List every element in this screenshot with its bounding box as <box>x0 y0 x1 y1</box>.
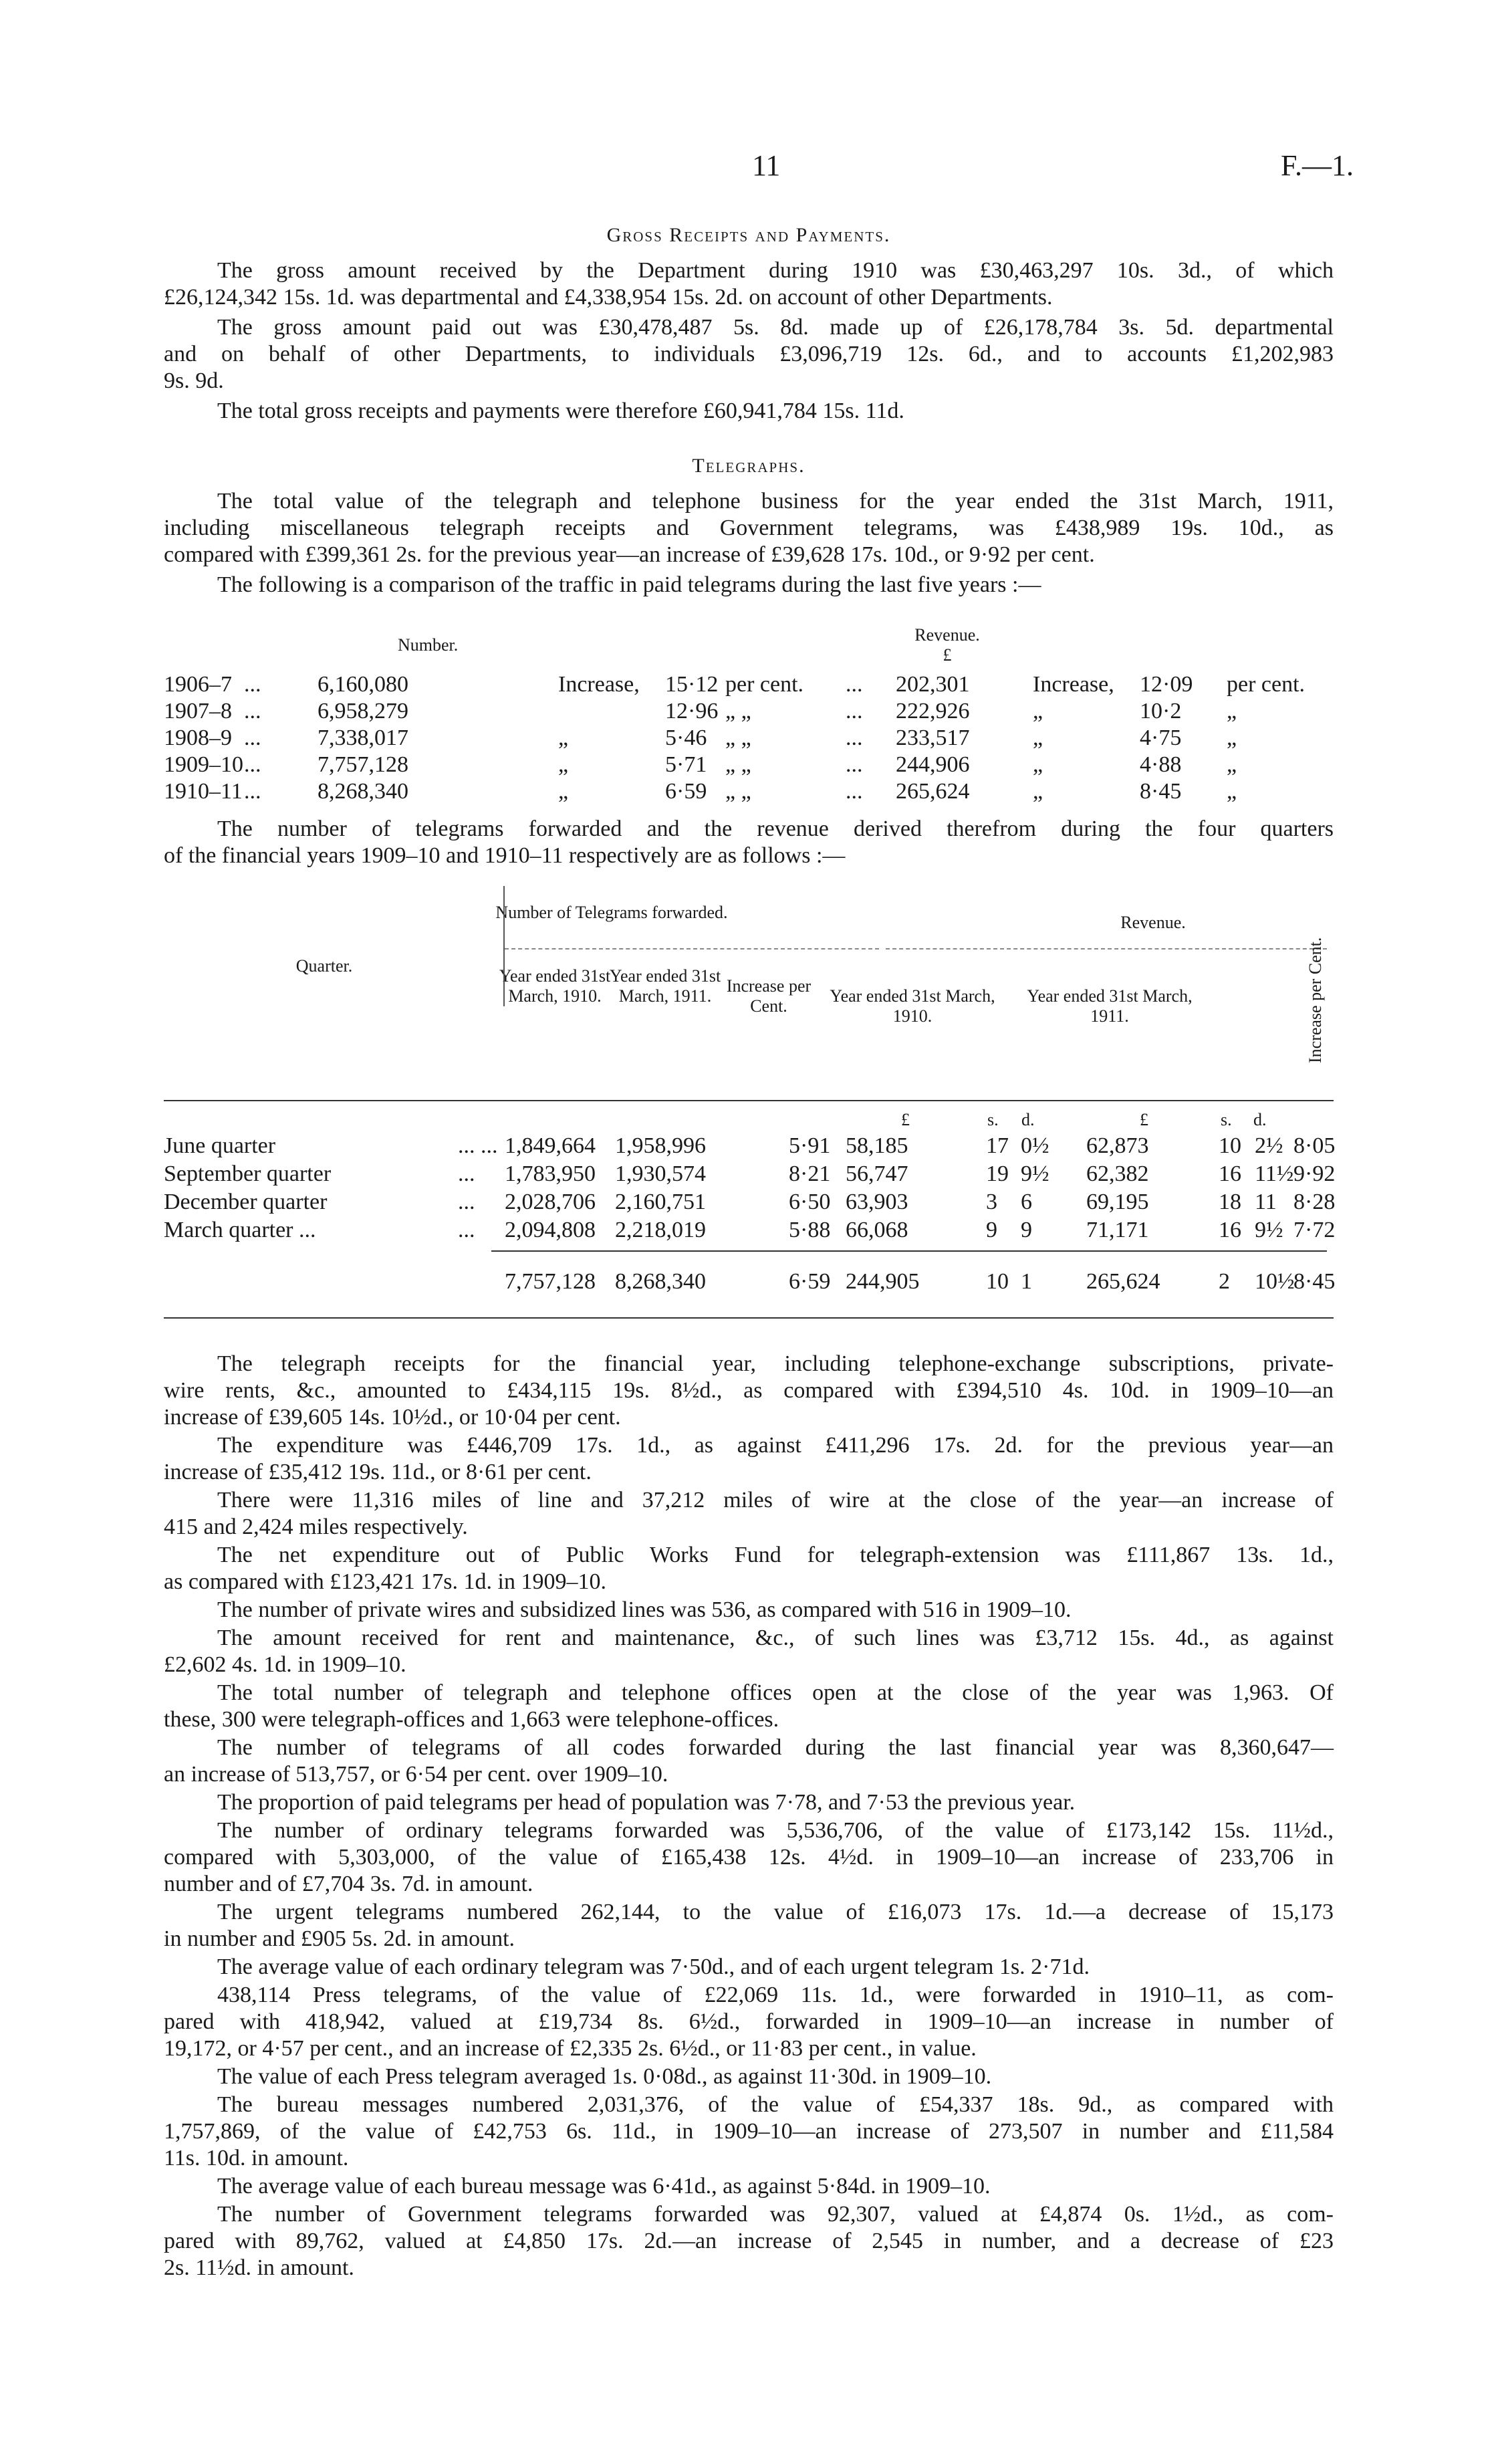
text-line: 2s. 11½d. in amount. <box>164 2255 354 2280</box>
body-paragraph <box>164 1625 1334 1678</box>
cell-pc: 8·21 <box>789 1161 831 1186</box>
text-line: 438,114 Press telegrams, of the value of £22,069 11s. 1d., were forwarded in 1910–11, as com- <box>217 1983 1334 2007</box>
telegraph-paragraph <box>164 572 1334 598</box>
cell-rinc-word: „ <box>1033 699 1043 723</box>
cell-year: 1910–11 <box>164 779 243 804</box>
quarter-row <box>164 1133 1334 1160</box>
cell-r10-s: 9 <box>986 1218 997 1242</box>
cell-inc-val: 12·96 <box>665 699 719 723</box>
text-line: in number and £905 5s. 2d. in amount. <box>164 1926 515 1951</box>
cell-year: 1906–7 <box>164 672 232 697</box>
text-line: The number of ordinary telegrams forwarded was 5,536,706, of the value of £173,142 15s. 11½d., <box>217 1818 1334 1843</box>
cap-increase-pc: Increase per Cent. <box>726 976 812 1016</box>
gross-paragraph <box>164 398 1334 425</box>
five-year-row <box>164 725 1334 751</box>
cell-pc2: 9·92 <box>1293 1161 1336 1186</box>
cell-r11-l: 62,382 <box>1086 1161 1149 1186</box>
cell-inc-val: 5·46 <box>665 725 707 750</box>
cell-pc: 5·91 <box>789 1133 831 1158</box>
cell-rev: 202,301 <box>896 672 970 697</box>
cell-rinc-val: 10·2 <box>1140 699 1182 723</box>
cap-rev-1910: Year ended 31st March, 1910. <box>830 986 995 1026</box>
cell-r11-d: 2½ <box>1255 1133 1283 1158</box>
text-line: The gross amount paid out was £30,478,487 5s. 8d. made up of £26,178,784 3s. 5d. departmental <box>217 315 1334 340</box>
cell-r11-l: 71,171 <box>1086 1218 1149 1242</box>
cell-n1911: 2,218,019 <box>615 1218 706 1242</box>
text-line: The gross amount received by the Department during 1910 was £30,463,297 10s. 3d., of which <box>217 258 1334 283</box>
text-line: The average value of each bureau message was 6·41d., as against 5·84d. in 1909–10. <box>217 2174 991 2199</box>
text-line: as compared with £123,421 17s. 1d. in 1909–10. <box>164 1569 606 1594</box>
cell-quarter: September quarter <box>164 1161 332 1186</box>
intro-paragraph <box>164 816 1334 869</box>
cell-inc-val: 5·71 <box>665 752 707 777</box>
unit-s-1910: s. <box>987 1110 999 1129</box>
five-year-row <box>164 779 1334 804</box>
cell-dots2: ... <box>846 725 863 750</box>
text-line: wire rents, &c., amounted to £434,115 19s. 8½d., as compared with £394,510 4s. 10d. in 1909–10—an <box>164 1378 1334 1403</box>
text-line: The number of telegrams forwarded and the revenue derived therefrom during the four quarters <box>217 816 1334 841</box>
text-line: an increase of 513,757, or 6·54 per cent. over 1909–10. <box>164 1762 668 1787</box>
col-head-revenue-label: Revenue. <box>914 625 980 645</box>
col-head-pound: £ <box>943 645 952 665</box>
five-year-row <box>164 672 1334 697</box>
cell-n1911: 1,930,574 <box>615 1161 706 1186</box>
cell-r11-l: 69,195 <box>1086 1190 1149 1214</box>
cell-n1910: 1,849,664 <box>505 1133 596 1158</box>
unit-d-1910: d. <box>1021 1110 1035 1129</box>
cell-pc2: 7·72 <box>1293 1218 1336 1242</box>
cell-pc2: 8·28 <box>1293 1190 1336 1214</box>
cell-quarter: December quarter <box>164 1190 328 1214</box>
text-line: The urgent telegrams numbered 262,144, to the value of £16,073 17s. 1d.—a decrease of 15,173 <box>217 1900 1334 1924</box>
text-line: The number of private wires and subsidized lines was 536, as compared with 516 in 1909–10. <box>217 1597 1072 1622</box>
unit-s-1911: s. <box>1221 1110 1232 1129</box>
cell-n1910: 1,783,950 <box>505 1161 596 1186</box>
text-line: The amount received for rent and maintenance, &c., of such lines was £3,712 15s. 4d., as against <box>217 1626 1334 1650</box>
cell-r11-s: 10 <box>1219 1133 1241 1158</box>
cell-dots2: ... <box>846 672 863 697</box>
cell-dots2: ... <box>846 699 863 723</box>
body-paragraph <box>164 1351 1334 1431</box>
cell-rinc-word: Increase, <box>1033 672 1114 697</box>
cell-rinc-val: 8·45 <box>1140 779 1182 804</box>
text-line: The following is a comparison of the traffic in paid telegrams during the last five years :— <box>217 572 1041 597</box>
cell-r11-d: 9½ <box>1255 1218 1283 1242</box>
text-line: The number of telegrams of all codes forwarded during the last financial year was 8,360,647— <box>217 1735 1334 1760</box>
cell-year: 1907–8 <box>164 699 232 723</box>
cell-number: 8,268,340 <box>318 779 408 804</box>
cell-inc-unit: per cent. <box>725 672 804 697</box>
total-pc: 6·59 <box>789 1269 831 1294</box>
cell-rev: 244,906 <box>896 752 970 777</box>
cell-r10-d: 9 <box>1021 1218 1032 1242</box>
cell-rinc-word: „ <box>1033 725 1043 750</box>
text-line: The expenditure was £446,709 17s. 1d., as against £411,296 17s. 2d. for the previous year—an <box>217 1433 1334 1458</box>
text-line: 415 and 2,424 miles respectively. <box>164 1515 468 1539</box>
total-r10-l: 244,905 <box>846 1269 920 1294</box>
text-line: There were 11,316 miles of line and 37,212 miles of wire at the close of the year—an increase of <box>217 1488 1334 1513</box>
cell-pc: 6·50 <box>789 1190 831 1214</box>
cap-quarter: Quarter. <box>295 956 353 976</box>
text-line: £2,602 4s. 1d. in 1909–10. <box>164 1652 406 1677</box>
text-line: pared with 89,762, valued at £4,850 17s. 2d.—an increase of 2,545 in number, and a decrease of £23 <box>164 2229 1334 2253</box>
text-line: 9s. 9d. <box>164 368 224 393</box>
cell-r10-s: 19 <box>986 1161 1009 1186</box>
cell-r11-s: 18 <box>1219 1190 1241 1214</box>
body-paragraph <box>164 1982 1334 2062</box>
cell-rinc-unit: „ <box>1227 699 1237 723</box>
body-paragraph <box>164 1734 1334 1788</box>
cell-year: 1909–10 <box>164 752 243 777</box>
cell-year: 1908–9 <box>164 725 232 750</box>
body-paragraph <box>164 1954 1334 1981</box>
cell-r11-d: 11½ <box>1255 1161 1294 1186</box>
text-line: 19,172, or 4·57 per cent., and an increase of £2,335 2s. 6½d., or 11·83 per cent., in value. <box>164 2036 977 2061</box>
cell-dots: ... ... <box>458 1133 498 1158</box>
body-paragraph <box>164 1432 1334 1486</box>
text-line: 11s. 10d. in amount. <box>164 2146 349 2170</box>
cell-rinc-word: „ <box>1033 779 1043 804</box>
cell-r11-s: 16 <box>1219 1218 1241 1242</box>
body-paragraph <box>164 1542 1334 1595</box>
quarter-row <box>164 1190 1334 1216</box>
cell-number: 7,757,128 <box>318 752 408 777</box>
cell-rinc-unit: „ <box>1227 752 1237 777</box>
cell-quarter: June quarter <box>164 1133 276 1158</box>
rule <box>505 948 879 949</box>
page-reference: F.—1. <box>1281 149 1354 182</box>
cell-inc-word: „ <box>558 725 569 750</box>
text-line: The number of Government telegrams forwarded was 92,307, valued at £4,874 0s. 1½d., as com- <box>217 2202 1334 2227</box>
total-n1910: 7,757,128 <box>505 1269 596 1294</box>
total-pc2: 8·45 <box>1293 1269 1336 1294</box>
text-line: The proportion of paid telegrams per head of population was 7·78, and 7·53 the previous year. <box>217 1790 1076 1815</box>
cell-inc-unit: „ „ <box>725 725 751 750</box>
rule <box>164 1317 1334 1319</box>
cell-r10-d: 6 <box>1021 1190 1032 1214</box>
cap-increase-pc-rotated: Increase per Cent. <box>1306 937 1325 1063</box>
cell-inc-unit: „ „ <box>725 752 751 777</box>
cell-pc: 5·88 <box>789 1218 831 1242</box>
total-r10-d: 1 <box>1021 1269 1032 1294</box>
total-r11-d: 10½ <box>1255 1269 1295 1294</box>
text-line: compared with £399,361 2s. for the previous year—an increase of £39,628 17s. 10d., or 9·92 per cent. <box>164 542 1095 567</box>
cell-dots: ... <box>244 752 261 777</box>
gross-paragraph <box>164 257 1334 311</box>
unit-pound-1911: £ <box>1140 1110 1148 1129</box>
text-line: of the financial years 1909–10 and 1910–11 respectively are as follows :— <box>164 843 846 868</box>
body-paragraph <box>164 2063 1334 2090</box>
cell-rev: 233,517 <box>896 725 970 750</box>
rule <box>491 1250 1327 1252</box>
text-line: including miscellaneous telegraph receipts and Government telegrams, was £438,989 19s. 10d., as <box>164 516 1334 540</box>
total-r11-l: 265,624 <box>1086 1269 1160 1294</box>
cell-r10-s: 17 <box>986 1133 1009 1158</box>
cell-quarter: March quarter ... <box>164 1218 316 1242</box>
cap-year-1910: Year ended 31st March, 1910. <box>499 966 611 1006</box>
total-r11-s: 2 <box>1219 1269 1230 1294</box>
cell-rinc-val: 12·09 <box>1140 672 1193 697</box>
cell-r11-d: 11 <box>1255 1190 1277 1214</box>
text-line: increase of £39,605 14s. 10½d., or 10·04 per cent. <box>164 1405 621 1430</box>
cell-n1910: 2,094,808 <box>505 1218 596 1242</box>
gross-paragraph <box>164 314 1334 395</box>
body-paragraph <box>164 1680 1334 1733</box>
section-heading-gross: Gross Receipts and Payments. <box>606 224 891 246</box>
cell-dots: ... <box>244 779 261 804</box>
cell-dots: ... <box>458 1218 475 1242</box>
text-line: compared with 5,303,000, of the value of £165,438 12s. 4½d. in 1909–10—an increase of 233,706 in <box>164 1845 1334 1870</box>
cell-dots: ... <box>458 1161 475 1186</box>
cell-inc-word: „ <box>558 752 569 777</box>
cell-r11-l: 62,873 <box>1086 1133 1149 1158</box>
text-line: The bureau messages numbered 2,031,376, of the value of £54,337 18s. 9d., as compared with <box>217 2092 1334 2117</box>
text-line: The telegraph receipts for the financial year, including telephone-exchange subscriptions, private- <box>217 1351 1334 1376</box>
cell-dots2: ... <box>846 752 863 777</box>
text-line: £26,124,342 15s. 1d. was departmental and £4,338,954 15s. 2d. on account of other Departments. <box>164 285 1053 310</box>
cell-n1911: 1,958,996 <box>615 1133 706 1158</box>
body-paragraph <box>164 1899 1334 1952</box>
total-r10-s: 10 <box>986 1269 1009 1294</box>
cell-dots: ... <box>244 672 261 697</box>
text-line: The average value of each ordinary telegram was 7·50d., and of each urgent telegram 1s. 2·71d. <box>217 1954 1090 1979</box>
body-paragraph <box>164 2092 1334 2172</box>
quarter-row <box>164 1218 1334 1244</box>
cap-year-1911: Year ended 31st March, 1911. <box>609 966 721 1006</box>
cell-r10-l: 63,903 <box>846 1190 908 1214</box>
body-paragraph <box>164 1817 1334 1898</box>
cell-n1911: 2,160,751 <box>615 1190 706 1214</box>
body-paragraph <box>164 1487 1334 1541</box>
cell-n1910: 2,028,706 <box>505 1190 596 1214</box>
rule <box>886 948 1327 949</box>
section-heading-telegraphs: Telegraphs. <box>692 455 805 477</box>
body-paragraph <box>164 2173 1334 2200</box>
text-line: The total value of the telegraph and telephone business for the year ended the 31st March, 1911, <box>217 489 1334 514</box>
cell-r10-l: 56,747 <box>846 1161 908 1186</box>
cell-rev: 222,926 <box>896 699 970 723</box>
cell-r10-l: 58,185 <box>846 1133 908 1158</box>
five-year-row <box>164 752 1334 778</box>
cell-rinc-unit: per cent. <box>1227 672 1306 697</box>
cell-rinc-val: 4·75 <box>1140 725 1182 750</box>
cell-r10-l: 66,068 <box>846 1218 908 1242</box>
cell-dots: ... <box>244 725 261 750</box>
cap-rev-1911: Year ended 31st March, 1911. <box>1027 986 1193 1026</box>
text-line: increase of £35,412 19s. 11d., or 8·61 per cent. <box>164 1460 592 1484</box>
text-line: The total gross receipts and payments were therefore £60,941,784 15s. 11d. <box>217 399 904 423</box>
quarter-total-row <box>164 1269 1334 1296</box>
cell-inc-val: 6·59 <box>665 779 707 804</box>
cell-inc-word: „ <box>558 779 569 804</box>
total-n1911: 8,268,340 <box>615 1269 706 1294</box>
cell-rinc-word: „ <box>1033 752 1043 777</box>
text-line: The value of each Press telegram averaged 1s. 0·08d., as against 11·30d. in 1909–10. <box>217 2064 992 2089</box>
page-number: 11 <box>752 149 781 182</box>
body-paragraph <box>164 2201 1334 2281</box>
body-paragraph <box>164 1597 1334 1623</box>
text-line: The total number of telegraph and telephone offices open at the close of the year was 1,963. Of <box>217 1680 1334 1705</box>
cell-r10-s: 3 <box>986 1190 997 1214</box>
cell-rinc-unit: „ <box>1227 779 1237 804</box>
cell-dots2: ... <box>846 779 863 804</box>
cell-dots: ... <box>244 699 261 723</box>
cell-inc-word: Increase, <box>558 672 640 697</box>
text-line: 1,757,869, of the value of £42,753 6s. 11d., in 1909–10—an increase of 273,507 in number and £11,584 <box>164 2119 1334 2144</box>
cell-rev: 265,624 <box>896 779 970 804</box>
cell-number: 7,338,017 <box>318 725 408 750</box>
five-year-row <box>164 699 1334 724</box>
cap-number-telegrams: Number of Telegrams forwarded. <box>495 903 728 922</box>
cell-r11-s: 16 <box>1219 1161 1241 1186</box>
text-line: number and of £7,704 3s. 7d. in amount. <box>164 1872 533 1896</box>
cap-revenue: Revenue. <box>1120 913 1186 932</box>
cell-inc-unit: „ „ <box>725 779 751 804</box>
telegraph-paragraph <box>164 488 1334 568</box>
units-row <box>164 1110 1334 1130</box>
text-line: and on behalf of other Departments, to individuals £3,096,719 12s. 6d., and to accounts £1,202,983 <box>164 342 1334 366</box>
text-line: pared with 418,942, valued at £19,734 8s. 6½d., forwarded in 1909–10—an increase in number of <box>164 2009 1334 2034</box>
unit-d-1911: d. <box>1253 1110 1267 1129</box>
unit-pound-1910: £ <box>901 1110 910 1129</box>
rule <box>503 886 505 1006</box>
cell-r10-d: 9½ <box>1021 1161 1049 1186</box>
cell-dots: ... <box>458 1190 475 1214</box>
cell-inc-val: 15·12 <box>665 672 719 697</box>
cell-pc2: 8·05 <box>1293 1133 1336 1158</box>
col-head-revenue <box>914 625 981 665</box>
cell-rinc-val: 4·88 <box>1140 752 1182 777</box>
cell-r10-d: 0½ <box>1021 1133 1049 1158</box>
col-head-number: Number. <box>398 635 459 655</box>
rule <box>164 1100 1334 1101</box>
text-line: The net expenditure out of Public Works Fund for telegraph-extension was £111,867 13s. 1d., <box>217 1543 1334 1567</box>
cell-inc-unit: „ „ <box>725 699 751 723</box>
cell-rinc-unit: „ <box>1227 725 1237 750</box>
cell-number: 6,958,279 <box>318 699 408 723</box>
cell-number: 6,160,080 <box>318 672 408 697</box>
body-paragraph <box>164 1789 1334 1816</box>
text-line: these, 300 were telegraph-offices and 1,663 were telephone-offices. <box>164 1707 779 1732</box>
quarter-row <box>164 1161 1334 1188</box>
